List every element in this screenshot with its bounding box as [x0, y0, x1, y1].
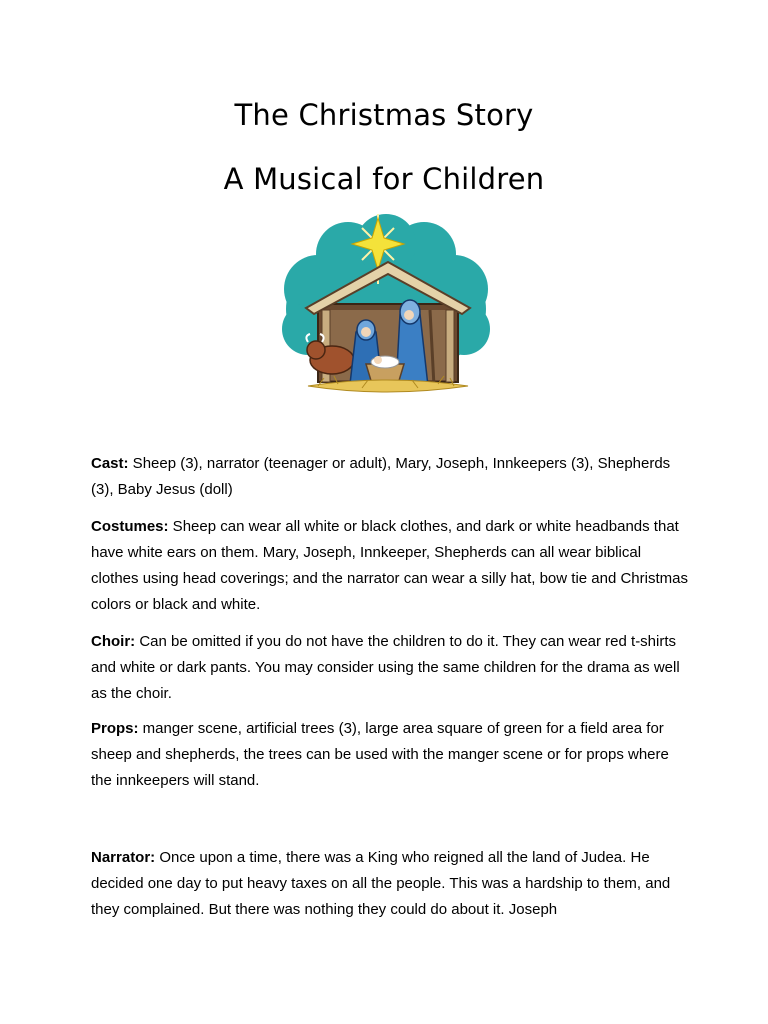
document-title: The Christmas Story: [234, 98, 534, 132]
narrator-text: Once upon a time, there was a King who reigned all the land of Judea. He decided one day to put heavy taxes on all the people. This was a hardship to them, and they complained. But there was nothing they could do about it. Joseph: [91, 849, 671, 918]
props-label: Props:: [91, 720, 139, 737]
narrator-paragraph: [91, 845, 691, 923]
props-paragraph: [91, 716, 691, 794]
narrator-label: Narrator:: [91, 849, 156, 866]
choir-label: Choir:: [91, 633, 136, 650]
costumes-paragraph: [91, 514, 691, 618]
costumes-text: Sheep can wear all white or black clothes, and dark or white headbands that have white ears on them. Mary, Joseph, Innkeeper, Shepherds can all wear biblical clothes using head coverings; and the narrator can wear a silly hat, bow tie and Christmas colors or black and white.: [91, 518, 688, 613]
costumes-label: Costumes:: [91, 518, 169, 535]
cast-text: Sheep (3), narrator (teenager or adult), Mary, Joseph, Innkeepers (3), Shepherds (3), Baby Jesus (doll): [91, 455, 671, 498]
nativity-scene-illustration: [278, 214, 494, 404]
cast-paragraph: [91, 451, 691, 503]
choir-paragraph: [91, 629, 691, 707]
document-subtitle: A Musical for Children: [223, 162, 545, 196]
cast-label: Cast:: [91, 455, 129, 472]
props-text: manger scene, artificial trees (3), large area square of green for a field area for sheep and shepherds, the trees can be used with the manger scene or for props where the innkeepers will stand.: [91, 720, 669, 789]
choir-text: Can be omitted if you do not have the children to do it. They can wear red t-shirts and white or dark pants. You may consider using the same children for the drama as well as the choir.: [91, 633, 680, 702]
